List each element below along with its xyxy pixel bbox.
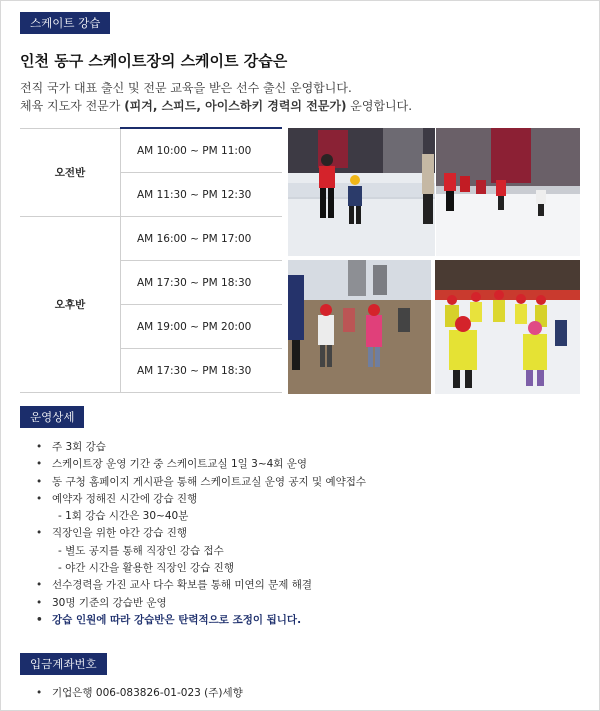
list-subitem: - 별도 공지를 통해 직장인 강습 접수 <box>58 544 224 557</box>
intro-text <box>20 79 412 115</box>
section-tag-account-number: 입금계좌번호 <box>20 653 107 675</box>
morning-group-label: 오전반 <box>20 128 121 217</box>
time-slot: AM 19:00 ~ PM 20:00 <box>121 305 283 349</box>
list-item: • 스케이트장 운영 기간 중 스케이트교실 1일 3~4회 운영 <box>36 456 366 473</box>
time-slot: AM 16:00 ~ PM 17:00 <box>121 217 283 261</box>
time-slot: AM 17:30 ~ PM 18:30 <box>121 349 283 393</box>
time-slot: AM 10:00 ~ PM 11:00 <box>121 128 283 173</box>
table-row <box>20 217 282 261</box>
section-tag-skate-lesson: 스케이트 강습 <box>20 12 110 34</box>
photo-children-outdoor <box>288 260 431 394</box>
intro-line-1: 전직 국가 대표 출신 및 전문 교육을 받은 선수 출신 운영합니다. <box>20 81 352 95</box>
photo-outdoor-rink <box>436 128 580 256</box>
account-list <box>36 685 243 702</box>
intro-line-2-bold: (피겨, 스피드, 아이스하키 경력의 전문가) <box>124 99 347 113</box>
time-slot: AM 11:30 ~ PM 12:30 <box>121 173 283 217</box>
section-tag-operation-details: 운영상세 <box>20 406 84 428</box>
intro-line-2-post: 운영합니다. <box>346 99 413 113</box>
photo-collage <box>288 128 580 394</box>
list-item: • 예약자 정해진 시간에 강습 진행 <box>36 491 366 508</box>
page-heading: 인천 동구 스케이트장의 스케이트 강습은 <box>20 52 288 70</box>
list-subitem: - 1회 강습 시간은 30~40분 <box>58 510 189 523</box>
photo-children-yellow-vests <box>435 260 580 394</box>
operation-details-list <box>36 439 366 629</box>
intro-line-2-pre: 체육 지도자 전문가 <box>20 99 125 113</box>
list-subitem: - 야간 시간을 활용한 직장인 강습 진행 <box>58 562 234 575</box>
list-item: • 직장인을 위한 야간 강습 진행 <box>36 525 366 542</box>
list-item: • 선수경력을 가진 교사 다수 확보를 통해 미연의 문제 해결 <box>36 577 366 594</box>
list-item: • 주 3회 강습 <box>36 439 366 456</box>
afternoon-group-label: 오후반 <box>20 217 121 393</box>
list-item: • 30명 기준의 강습반 운영 <box>36 595 366 612</box>
photo-instructor <box>288 128 435 256</box>
table-row <box>20 128 282 173</box>
intro-line-2 <box>20 97 412 115</box>
list-item-highlight: • 강습 인원에 따라 강습반은 탄력적으로 조정이 됩니다. <box>36 612 366 629</box>
list-item: • 동 구청 홈페이지 게시판을 통해 스케이트교실 운영 공지 및 예약접수 <box>36 474 366 491</box>
time-slot: AM 17:30 ~ PM 18:30 <box>121 261 283 305</box>
list-item: • 기업은행 006-083826-01-023 (주)세향 <box>36 685 243 702</box>
schedule-table <box>20 127 282 393</box>
